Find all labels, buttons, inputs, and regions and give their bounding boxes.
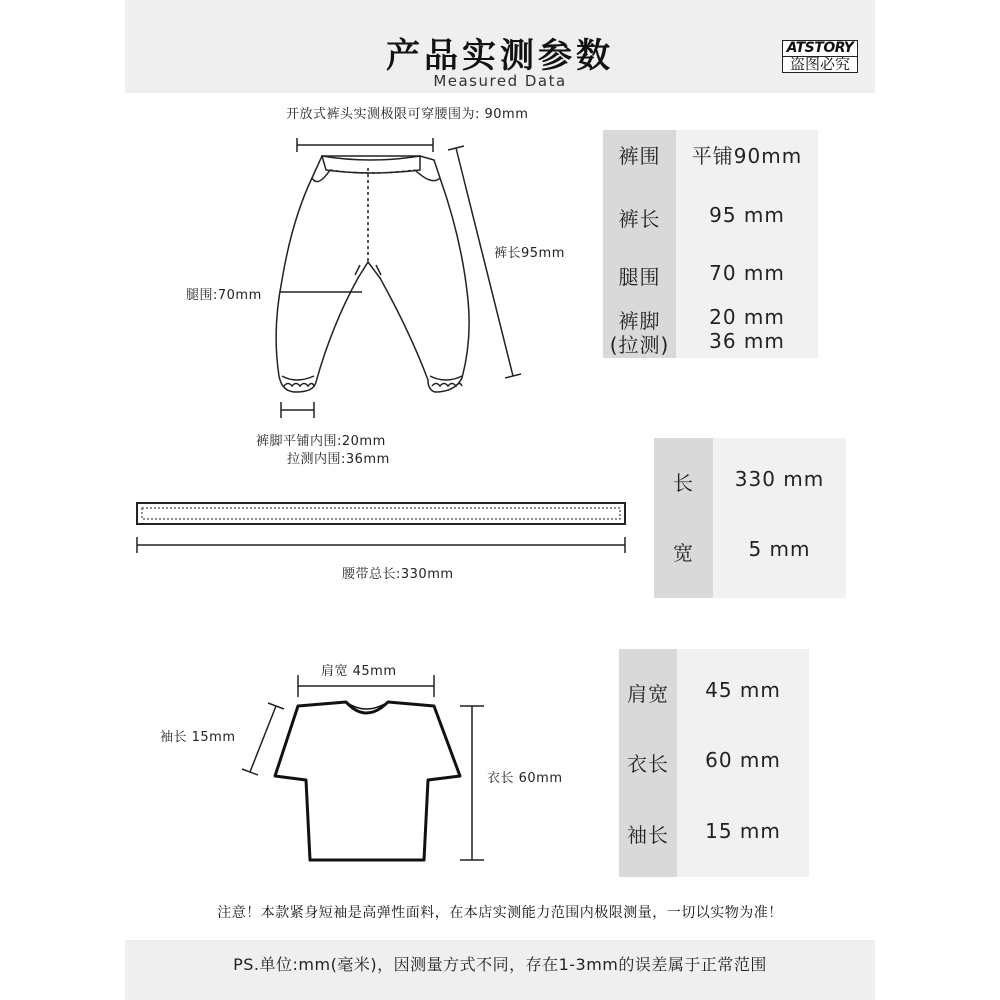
table-label: 裤脚 [618, 309, 661, 333]
logo-text: ATSTORY [786, 40, 854, 56]
table-label: 肩宽 [627, 682, 669, 706]
table-value: 平铺90mm [691, 144, 803, 168]
table-value: 20 mm [709, 305, 785, 329]
length-annotation: 裤长95mm [494, 246, 565, 261]
sleeve-measure-line [250, 706, 276, 772]
left-cuff-band [282, 376, 314, 380]
table-label: 腿围 [618, 265, 661, 289]
table-value: 70 mm [709, 261, 785, 285]
table-value: 330 mm [734, 467, 825, 491]
table-label: 裤长 [618, 207, 661, 231]
shoulder-annotation: 肩宽 45mm [321, 664, 397, 679]
belt-annotation: 腰带总长:330mm [342, 567, 454, 582]
page-title: 产品实测参数 [386, 36, 614, 76]
table-value: 95 mm [709, 203, 785, 227]
right-cuff-ruffle [432, 384, 462, 387]
table-value: 15 mm [705, 819, 781, 843]
pants-outline [276, 156, 469, 392]
cuff-annotation-stretched: 拉测内围:36mm [287, 452, 390, 467]
shirt-length-annotation: 衣长 60mm [487, 771, 563, 786]
table-label-sub: (拉测) [609, 333, 670, 357]
pants-size-table [603, 130, 818, 358]
shirt-outline [275, 702, 460, 860]
page-subtitle: Measured Data [433, 72, 567, 90]
shirt-diagram [0, 620, 1000, 880]
belt-strip [137, 503, 625, 524]
table-label: 长 [673, 471, 694, 495]
table-value: 5 mm [748, 537, 811, 561]
right-cuff-band [430, 376, 462, 380]
table-value: 36 mm [709, 329, 785, 353]
belt-size-table [654, 438, 846, 598]
table-value: 45 mm [705, 678, 781, 702]
table-label: 袖长 [627, 823, 669, 847]
shirt-size-table [619, 649, 809, 877]
logo-watermark-text: 盗图必究 [783, 56, 857, 73]
belt-stitch [142, 508, 620, 519]
notice-text: 注意！本款紧身短袖是高弹性面料，在本店实测能力范围内极限测量，一切以实物为准！ [217, 905, 783, 921]
length-measure-line [456, 148, 513, 376]
table-label: 裤围 [618, 144, 661, 168]
table-value: 60 mm [705, 748, 781, 772]
left-cuff-ruffle [284, 384, 314, 387]
leg-annotation: 腿围:70mm [186, 288, 262, 303]
waist-annotation: 开放式裤头实测极限可穿腰围为: 90mm [286, 107, 529, 122]
cuff-annotation-flat: 裤脚平铺内围:20mm [256, 434, 386, 449]
table-label: 衣长 [627, 752, 669, 776]
table-label: 宽 [673, 541, 694, 565]
ps-text: PS.单位:mm(毫米)，因测量方式不同，存在1-3mm的误差属于正常范围 [233, 955, 767, 974]
sleeve-annotation: 袖长 15mm [160, 730, 236, 745]
